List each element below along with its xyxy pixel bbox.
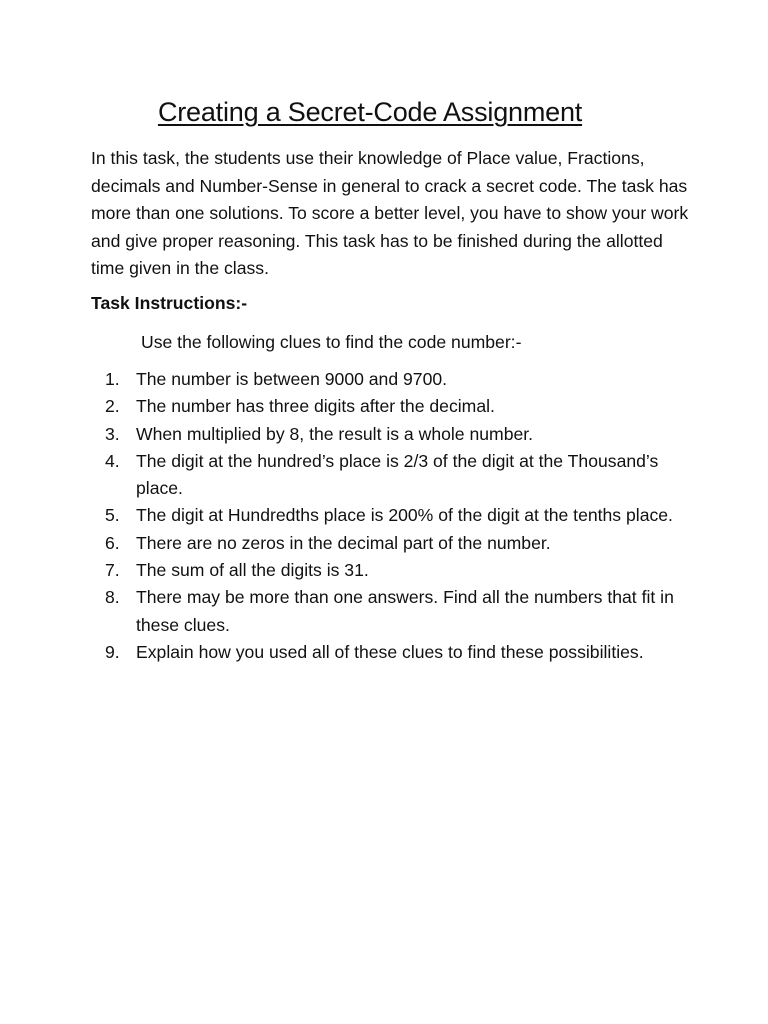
task-instructions-heading: Task Instructions:- [91, 293, 248, 313]
clue-text: The digit at Hundredths place is 200% of the digit at the tenths place. [136, 505, 673, 526]
clue-text: The digit at the hundred’s place is 2/3 of the digit at the Thousand’s place. [136, 450, 659, 499]
clue-text: There are no zeros in the decimal part of the number. [136, 532, 551, 553]
clue-item [105, 421, 690, 448]
clues-list [105, 366, 690, 666]
clue-number: 9. [105, 641, 120, 662]
clue-number: 5. [105, 505, 120, 526]
clue-item [105, 530, 690, 557]
clues-lead-text: Use the following clues to find the code number:- [141, 332, 522, 352]
clue-item [105, 366, 690, 393]
clue-text: There may be more than one answers. Find all the numbers that fit in these clues. [136, 587, 674, 635]
clue-number: 4. [105, 450, 120, 471]
clue-item [105, 639, 690, 666]
clue-number: 2. [105, 396, 120, 417]
clue-item [105, 393, 690, 420]
clue-text: Explain how you used all of these clues to find these possibilities. [136, 641, 644, 662]
clue-number: 7. [105, 560, 120, 581]
intro-paragraph: In this task, the students use their knowledge of Place value, Fractions, decimals and Number-Sense in general to crack a secret code. The task has more than one solutions. To score a better level, you have to show your work and give proper reasoning. This task has to be finished during the allotted time given in the class. [91, 148, 689, 278]
clue-text: The number has three digits after the decimal. [136, 396, 495, 417]
clue-text: The sum of all the digits is 31. [136, 560, 369, 581]
clue-item [105, 557, 690, 584]
clue-number: 1. [105, 369, 120, 389]
document-title: Creating a Secret-Code Assignment [157, 97, 583, 127]
clue-item [105, 448, 690, 503]
clue-number: 6. [105, 532, 120, 553]
clue-text: When multiplied by 8, the result is a whole number. [136, 423, 534, 444]
clue-item [105, 584, 690, 639]
clue-text: The number is between 9000 and 9700. [136, 369, 448, 389]
clue-number: 3. [105, 423, 120, 444]
clue-number: 8. [105, 587, 120, 608]
clue-item [105, 502, 690, 529]
